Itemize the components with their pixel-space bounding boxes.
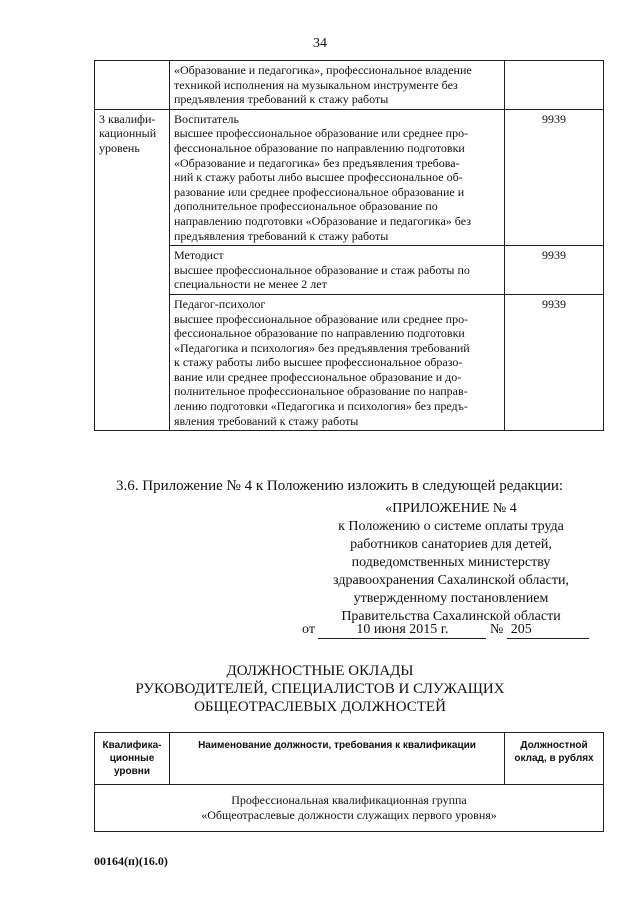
- title-line: ДОЛЖНОСТНЫЕ ОКЛАДЫ: [226, 663, 414, 679]
- salary-table: [94, 732, 604, 832]
- position-requirements-cell: Методист высшее профессиональное образование и стаж работы по специальности не менее 2 лет: [170, 246, 505, 295]
- salary-cell: 9939: [505, 294, 604, 430]
- appendix-header: [296, 500, 606, 626]
- section-title: [0, 662, 640, 716]
- appendix-line: подведомственных министерству: [351, 555, 551, 570]
- resolution-date: 10 июня 2015 г.: [318, 622, 486, 639]
- resolution-number: 205: [507, 622, 589, 639]
- position-requirements-cell: «Образование и педагогика», профессиональное владение техникой исполнения на музыкальном инструменте без предъявления требований к стажу работы: [170, 61, 505, 110]
- appendix-line: работников санаториев для детей,: [350, 537, 552, 552]
- resolution-date-line: [302, 622, 602, 639]
- table-row: [95, 109, 604, 245]
- header-qualification-levels: Квалифика- ционные уровни: [95, 733, 170, 785]
- salary-cell: [505, 61, 604, 110]
- appendix-line: «ПРИЛОЖЕНИЕ № 4: [385, 501, 517, 516]
- position-requirements-cell: Воспитатель высшее профессиональное образование или среднее про- фессиональное образование по направлению подготовки «Образование и педагогика» без предъявления требова- ний к стажу работы либо высшее профессиональное об- разование или среднее профессиональное образование и дополнительное профессиональное образование по направлению подготовки «Образование и педагогика» без предъявления требований к стажу работы: [170, 109, 505, 245]
- footer-code: 00164(п)(16.0): [94, 854, 168, 868]
- table-row: [95, 246, 604, 295]
- table-row: [95, 294, 604, 430]
- position-requirements-cell: Педагог-психолог высшее профессиональное образование или среднее про- фессиональное образование по направлению подготовки «Педагогика и психология» без предъявления требований к стажу работы либо высшее профессиональное образо- вание или среднее профессиональное образование и до- полнительное профессиональное образование по направ- лению подготовки «Педагогика и психология» без предъ- явления требований к стажу работы: [170, 294, 505, 430]
- group-row: Профессиональная квалификационная группа «Общеотраслевые должности служащих первого уровня»: [95, 785, 604, 832]
- table-row: [95, 61, 604, 110]
- qualification-level-cell: 3 квалифи- кационный уровень: [95, 109, 170, 430]
- salary-cell: 9939: [505, 246, 604, 295]
- page-number: 34: [313, 36, 327, 51]
- header-salary: Должностной оклад, в рублях: [505, 733, 604, 785]
- from-label: от: [302, 622, 315, 637]
- appendix-line: к Положению о системе оплаты труда: [338, 519, 564, 534]
- qualification-level-cell: [95, 61, 170, 110]
- header-position-name: Наименование должности, требования к квалификации: [170, 733, 505, 785]
- appendix-line: Правительства Сахалинской области: [341, 609, 561, 624]
- salary-cell: 9939: [505, 109, 604, 245]
- appendix-line: утвержденному постановлением: [353, 591, 549, 606]
- qualification-table-continued: [94, 60, 604, 431]
- title-line: РУКОВОДИТЕЛЕЙ, СПЕЦИАЛИСТОВ И СЛУЖАЩИХ: [135, 681, 505, 697]
- title-line: ОБЩЕОТРАСЛЕВЫХ ДОЛЖНОСТЕЙ: [194, 699, 446, 715]
- appendix-line: здравоохранения Сахалинской области,: [333, 573, 569, 588]
- number-label: №: [489, 622, 504, 637]
- amendment-paragraph: 3.6. Приложение № 4 к Положению изложить в следующей редакции:: [116, 478, 564, 494]
